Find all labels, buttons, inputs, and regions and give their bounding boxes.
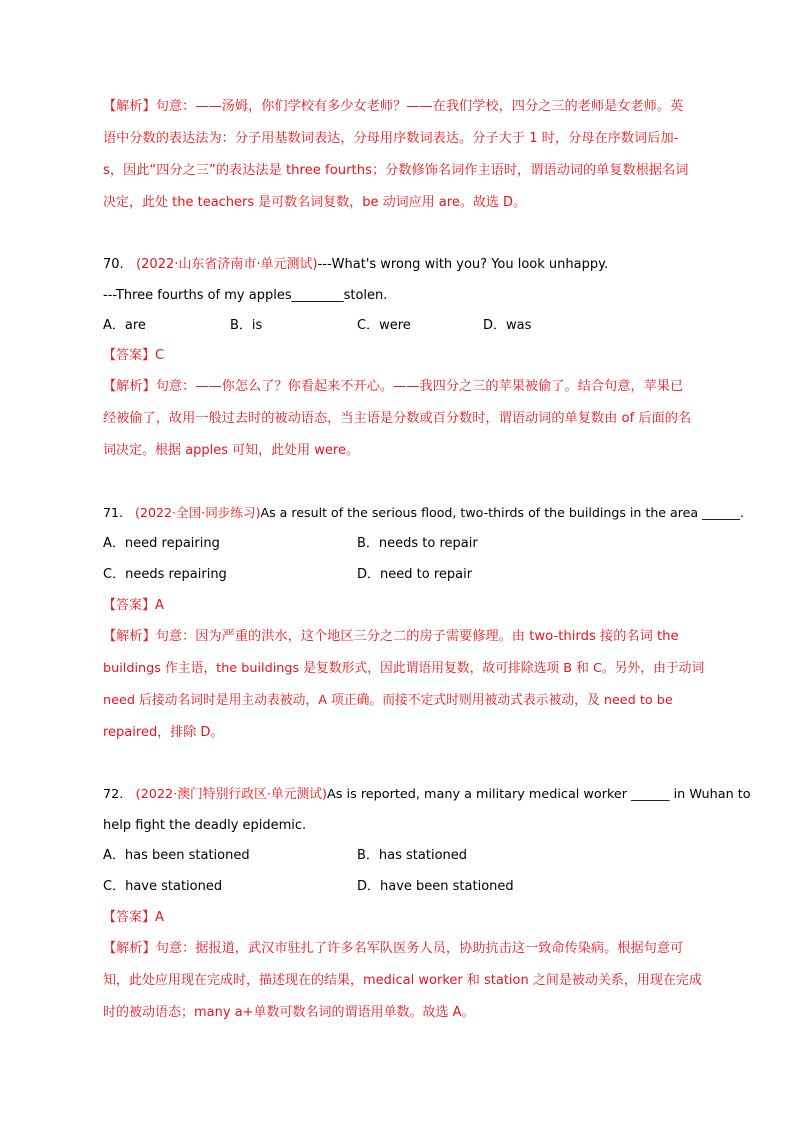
- analysis-line: 经被偷了，故用一般过去时的被动语态，当主语是分数或百分数时，谓语动词的单复数由 of 后面的名: [103, 411, 692, 426]
- option-a: A．need repairing: [103, 536, 220, 551]
- analysis-line: 知，此处应用现在完成时，描述现在的结果，medical worker 和 station 之间是被动关系，用现在完成: [103, 973, 702, 988]
- question-number: 71.: [103, 505, 124, 520]
- question-72-options-row1: [103, 846, 731, 866]
- question-71-options-row2: [103, 565, 731, 585]
- question-71-options-row1: [103, 534, 731, 554]
- analysis-line: 【解析】句意：据报道，武汉市驻扎了许多名军队医务人员，协助抗击这一致命传染病。根据句意可: [103, 941, 684, 956]
- answer: 【答案】A: [103, 910, 164, 925]
- option-d: D．have been stationed: [357, 879, 514, 894]
- analysis-line: 词决定。根据 apples 可知，此处用 were。: [103, 443, 359, 458]
- question-text: As a result of the serious flood, two-thirds of the buildings in the area ______.: [260, 505, 744, 520]
- answer: 【答案】A: [103, 598, 164, 613]
- question-number: 70.: [103, 257, 124, 272]
- option-d: D．need to repair: [357, 567, 473, 582]
- analysis-line: s，因此“四分之三”的表达法是 three fourths；分数修饰名词作主语时，谓语动词的单复数根据名词: [103, 163, 689, 178]
- question-text: ---What's wrong with you? You look unhappy.: [317, 257, 609, 272]
- question-text: As is reported, many a military medical worker ______ in Wuhan to: [327, 787, 751, 802]
- answer: 【答案】C: [103, 348, 165, 363]
- analysis-line: buildings 作主语，the buildings 是复数形式，因此谓语用复数，故可排除选项 B 和 C。另外，由于动词: [103, 661, 705, 676]
- option-c: C．have stationed: [103, 879, 223, 894]
- question-number: 72.: [103, 787, 124, 802]
- option-b: B．is: [230, 318, 263, 333]
- analysis-line: 【解析】句意：——你怎么了？你看起来不开心。——我四分之三的苹果被偷了。结合句意，苹果已: [103, 379, 684, 394]
- analysis-line: 【解析】句意：——汤姆，你们学校有多少女老师？——在我们学校，四分之三的老师是女老师。英: [103, 99, 684, 114]
- question-72-stem-2: help fight the deadly epidemic.: [103, 818, 307, 833]
- option-a: A．has been stationed: [103, 848, 250, 863]
- analysis-line: 【解析】句意：因为严重的洪水，这个地区三分之二的房子需要修理。由 two-thirds 接的名词 the: [103, 629, 679, 644]
- question-source: (2022·山东省济南市·单元测试): [136, 257, 318, 272]
- analysis-line: 时的被动语态；many a+单数可数名词的谓语用单数。故选 A。: [103, 1005, 475, 1020]
- analysis-line: need 后接动名词时是用主动表被动，A 项正确。而接不定式时则用被动式表示被动，及 need to be: [103, 693, 673, 708]
- option-d: D．was: [483, 318, 532, 333]
- question-70-options: [103, 316, 731, 336]
- option-c: C．were: [357, 318, 411, 333]
- question-source: (2022·澳门特别行政区·单元测试): [135, 787, 328, 802]
- option-b: B．needs to repair: [357, 536, 478, 551]
- option-b: B．has stationed: [357, 848, 468, 863]
- question-source: (2022·全国·同步练习): [135, 505, 261, 520]
- question-70-stem: [103, 255, 608, 275]
- analysis-line: 决定，此处 the teachers 是可数名词复数，be 动词应用 are。故选 D。: [103, 195, 526, 210]
- question-72-options-row2: [103, 877, 731, 897]
- option-a: A．are: [103, 318, 146, 333]
- option-c: C．needs repairing: [103, 567, 227, 582]
- question-71-stem: [103, 503, 744, 523]
- question-72-stem: [103, 785, 751, 805]
- question-70-stem-2: ---Three fourths of my apples________stolen.: [103, 288, 388, 303]
- analysis-line: 语中分数的表达法为：分子用基数词表达，分母用序数词表达。分子大于 1 时，分母在序数词后加-: [103, 131, 679, 146]
- analysis-line: repaired，排除 D。: [103, 725, 224, 740]
